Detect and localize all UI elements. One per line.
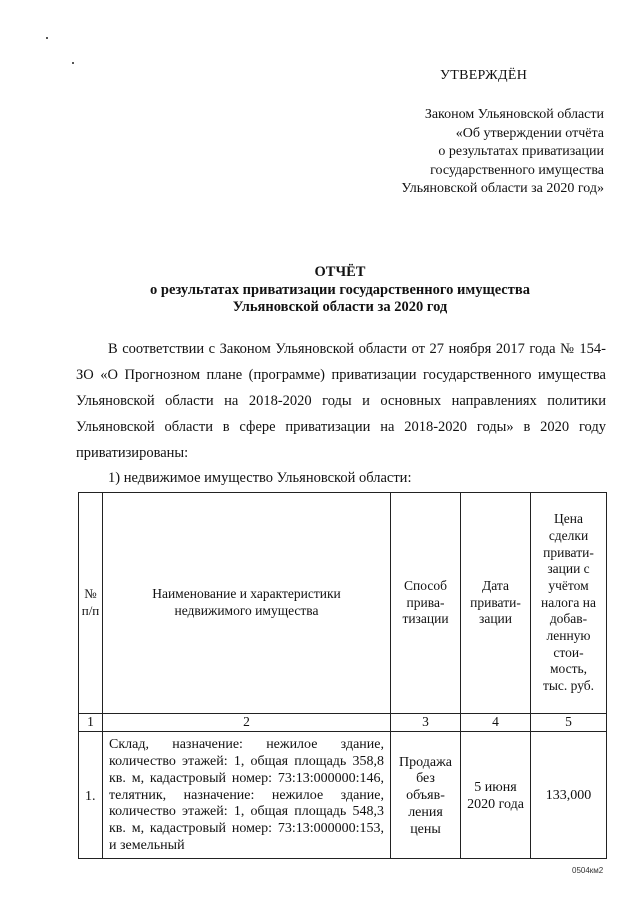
scan-speck — [46, 37, 48, 39]
approval-line: «Об утверждении отчёта — [455, 125, 604, 141]
scan-stamp: 0504км2 — [572, 866, 604, 875]
column-number: 5 — [531, 714, 607, 732]
column-number: 3 — [391, 714, 461, 732]
row-date-text: 5 июня 2020 года — [467, 779, 524, 812]
report-title: ОТЧЁТ — [314, 264, 366, 280]
header-name — [103, 493, 391, 714]
header-price — [531, 493, 607, 714]
header-method-text: Способ приватизации — [402, 577, 449, 627]
header-method — [391, 493, 461, 714]
table-header-row — [79, 493, 607, 714]
privatization-table — [78, 492, 607, 859]
approval-heading: УТВЕРЖДЁН — [440, 68, 528, 83]
header-num: № п/п — [79, 493, 103, 714]
report-subtitle: о результатах приватизации государственного имущества — [150, 281, 530, 298]
column-number: 1 — [79, 714, 103, 732]
scan-speck — [72, 62, 74, 64]
column-number: 4 — [461, 714, 531, 732]
header-date — [461, 493, 531, 714]
table-row — [79, 732, 607, 859]
column-numbering-row — [79, 714, 607, 732]
report-title-block — [60, 264, 620, 317]
row-method — [391, 732, 461, 859]
header-date-text: Дата приватизации — [470, 577, 521, 627]
approval-line: государственного имущества — [430, 162, 604, 178]
header-name-text: Наименование и характеристики недвижимого имущества — [152, 586, 341, 618]
column-number: 2 — [103, 714, 391, 732]
approval-line: Ульяновской области за 2020 год» — [401, 181, 604, 197]
header-price-text: Цена сделки приватизации с учётом налога на добавленную стоимость, тыс. руб. — [541, 511, 596, 694]
row-date — [461, 732, 531, 859]
row-description: Склад, назначение: нежилое здание, количество этажей: 1, общая площадь 358,8 кв. м, кадастровый номер: 73:13:000000:146, телятник, назначение: нежилое здание, количество этажей: 1, общая площадь 548,3 кв. м, кадастровый номер: 73:13:000000:153, и земельный — [103, 732, 391, 859]
approval-line: о результатах приватизации — [438, 144, 604, 160]
report-subtitle: Ульяновской области за 2020 год — [232, 299, 448, 315]
row-number: 1. — [79, 732, 103, 859]
item-intro: 1) недвижимое имущество Ульяновской области: — [108, 470, 412, 486]
approval-block — [360, 106, 604, 199]
row-method-text: Продажа без объявления цены — [399, 754, 452, 837]
row-price: 133,000 — [531, 732, 607, 859]
intro-paragraph: В соответствии с Законом Ульяновской области от 27 ноября 2017 года № 154-ЗО «О Прогнозном плане (программе) приватизации государственного имущества Ульяновской области на 2018-2020 годы и основных направлениях политики Ульяновской области в сфере приватизации на 2018-2020 годы» в 2020 году приватизированы: — [76, 341, 606, 461]
approval-line: Законом Ульяновской области — [424, 107, 604, 122]
